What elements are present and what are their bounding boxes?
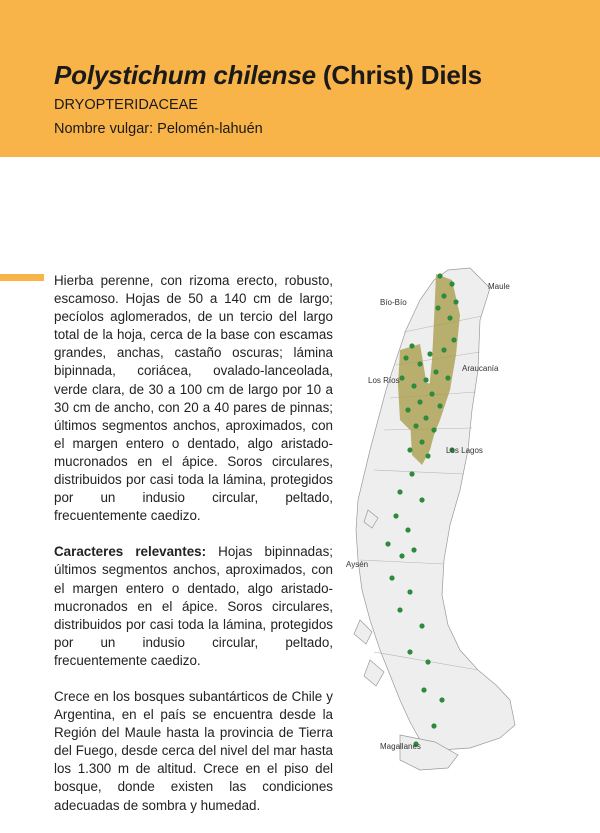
relevant-characters-label: Caracteres relevantes:	[54, 544, 207, 560]
map-label-los-lagos: Los Lagos	[446, 446, 483, 455]
description-paragraph: Hierba perenne, con rizoma erecto, robusto, escamoso. Hojas de 50 a 140 cm de largo; pecíolos aglomerados, de un tercio del largo total de la hoja, cerca de la base con escamas grandes, anchas, castaño oscuras; lámina bipinnada, coriácea, ovalado-lanceolada, verde clara, de 30 a 100 cm de largo por 10 a 30 cm de ancho, con 20 a 40 pares de pinnas; últimos segmentos anchos, aproximados, con el margen entero o dentado, algo aristado-mucronados en el ápice. Soros circulares, distribuidos por casi toda la lámina, protegidos por un indusio circular, peltado, frecuentemente caedizo.	[54, 273, 333, 524]
species-name: Polystichum chilense	[54, 60, 316, 90]
map-label-magallanes: Magallanes	[380, 742, 421, 751]
distribution-map	[340, 260, 520, 780]
header-band	[0, 0, 600, 157]
map-label-araucania: Araucanía	[462, 364, 499, 373]
species-author: (Christ) Diels	[315, 60, 482, 90]
relevant-characters-text: Hojas bipinnadas; últimos segmentos anchos, aproximados, con el margen entero o dentado, algo aristado-mucronados en el ápice. Soros circulares, distribuidos por casi toda la lámina, protegidos por un indusio circular, peltado, frecuentemente caedizo.	[54, 544, 333, 668]
map-label-maule: Maule	[488, 282, 510, 291]
map-label-los-rios: Los Ríos	[368, 376, 400, 385]
species-title	[54, 60, 482, 91]
habitat-paragraph: Crece en los bosques subantárticos de Chile y Argentina, en el país se encuentra desde la Región del Maule hasta la provincia de Tierra del Fuego, desde cerca del nivel del mar hasta los 1.300 m de altitud. Crece en el piso del bosque, donde existen las condiciones adecuadas de sombra y humedad.	[54, 688, 333, 813]
map-label-aysen: Aysén	[346, 560, 369, 569]
map-label-biobio: Bío-Bío	[380, 298, 407, 307]
section-accent-bar	[0, 274, 44, 281]
map-svg	[340, 260, 520, 780]
description-text	[54, 272, 333, 833]
relevant-characters-paragraph	[54, 543, 333, 670]
family-name: DRYOPTERIDACEAE	[54, 97, 198, 113]
common-name: Nombre vulgar: Pelomén-lahuén	[54, 121, 263, 137]
